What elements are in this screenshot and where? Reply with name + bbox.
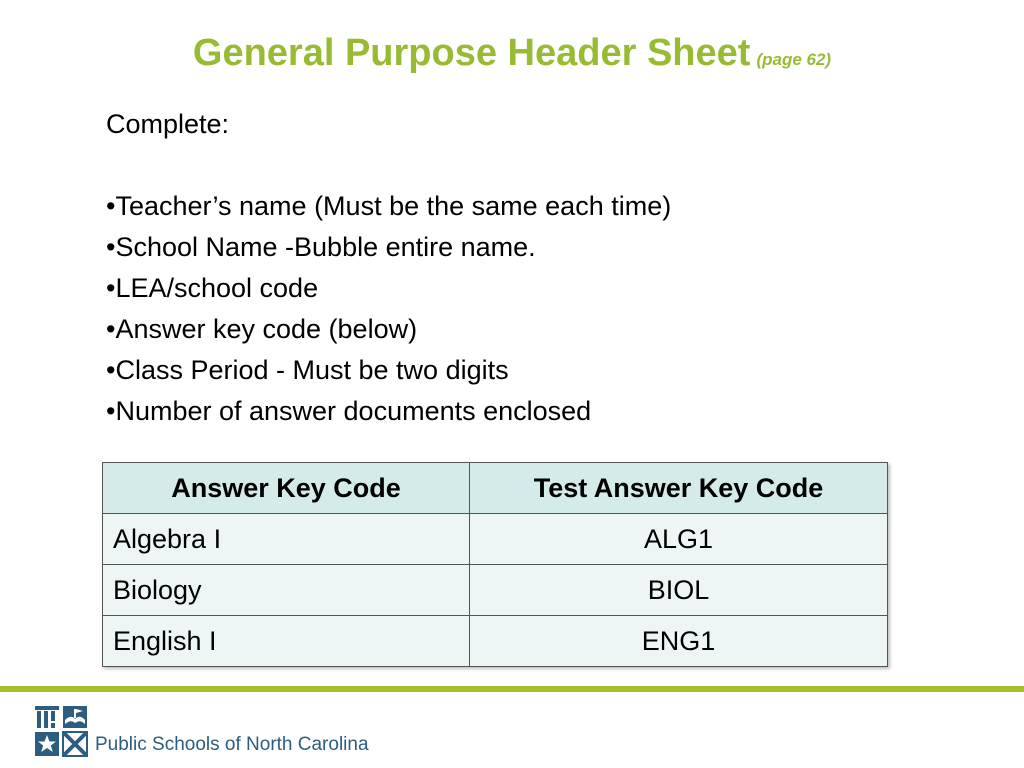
- bullet-marker: •: [106, 273, 116, 303]
- bullet-marker: •: [106, 232, 116, 262]
- bullet-item: [106, 391, 671, 432]
- slide-body: [106, 104, 671, 432]
- title-main: General Purpose Header Sheet: [192, 32, 751, 74]
- table-row: [103, 514, 888, 565]
- bullet-marker: •: [106, 314, 116, 344]
- bullet-list: [106, 186, 671, 432]
- table-header-row: [103, 463, 888, 514]
- bullet-item: [106, 186, 671, 227]
- page-reference: (page 62): [756, 50, 832, 69]
- bullet-marker: •: [106, 396, 116, 426]
- bullet-text: School Name -Bubble entire name.: [115, 232, 536, 262]
- bullet-marker: •: [106, 191, 116, 221]
- bullet-text: Answer key code (below): [115, 314, 418, 344]
- bullet-text: LEA/school code: [115, 273, 319, 303]
- bullet-item: [106, 268, 671, 309]
- bullet-item: [106, 350, 671, 391]
- footer-org-name: Public Schools of North Carolina: [95, 734, 369, 755]
- subject-cell: English I: [103, 616, 470, 667]
- subject-cell: Biology: [103, 565, 470, 616]
- bullet-text: Number of answer documents enclosed: [115, 396, 592, 426]
- table-row: [103, 616, 888, 667]
- header-test-answer-key-code: Test Answer Key Code: [470, 463, 888, 514]
- answer-key-table: [102, 462, 888, 667]
- bullet-item: [106, 309, 671, 350]
- intro-label: Complete:: [106, 109, 230, 139]
- table-row: [103, 565, 888, 616]
- subject-cell: Algebra I: [103, 514, 470, 565]
- footer-divider: [0, 686, 1024, 692]
- bullet-marker: •: [106, 355, 116, 385]
- code-cell: BIOL: [470, 565, 888, 616]
- code-cell: ALG1: [470, 514, 888, 565]
- bullet-text: Class Period - Must be two digits: [115, 355, 509, 385]
- code-cell: ENG1: [470, 616, 888, 667]
- slide-title: [0, 32, 1024, 75]
- ncdpi-logo-icon: [34, 704, 88, 758]
- bullet-item: [106, 227, 671, 268]
- header-answer-key-code: Answer Key Code: [103, 463, 470, 514]
- bullet-text: Teacher’s name (Must be the same each time): [115, 191, 672, 221]
